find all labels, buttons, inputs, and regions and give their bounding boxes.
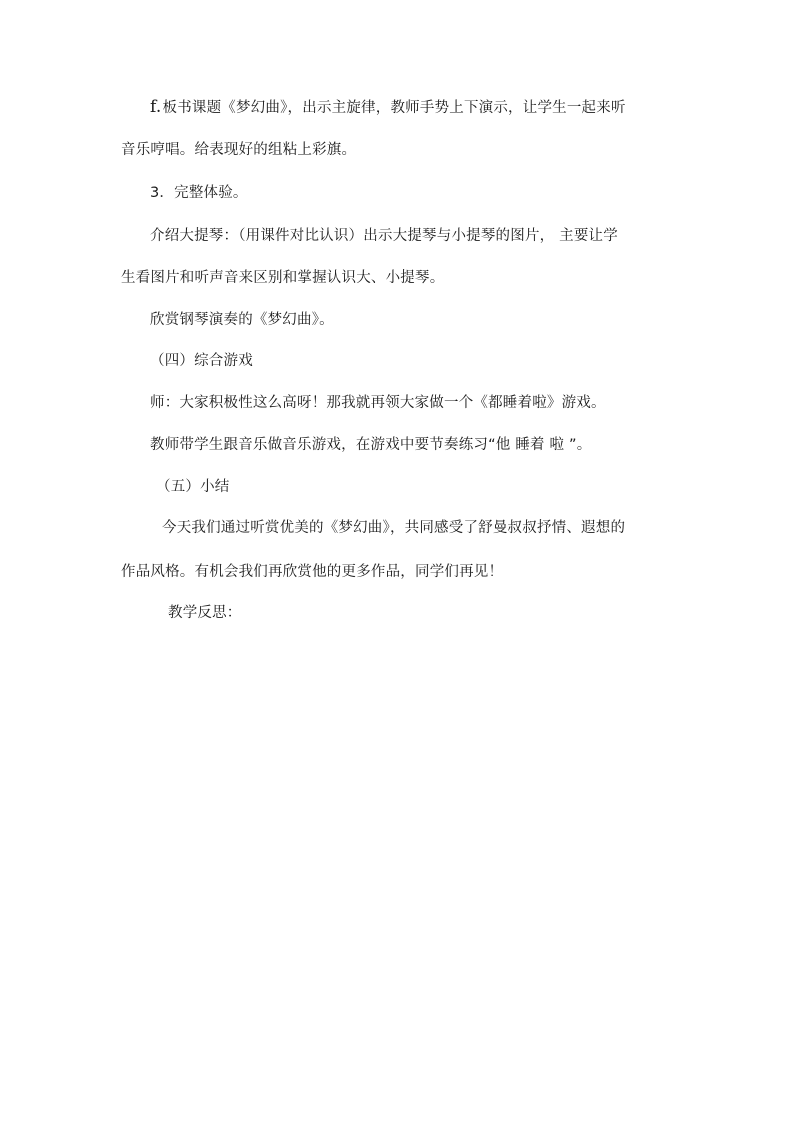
- paragraph-summary: 今天我们通过听赏优美的《梦幻曲》，共同感受了舒曼叔叔抒情、遐想的: [162, 520, 626, 536]
- paragraph-cello-intro: 介绍大提琴：（用课件对比认识）出示大提琴与小提琴的图片， 主要让学: [150, 228, 618, 244]
- paragraph-continuation: 音乐哼唱。给表现好的组粘上彩旗。: [121, 142, 357, 158]
- section-heading-summary: （五）小结: [156, 479, 230, 495]
- paragraph-continuation: 作品风格。有机会我们再欣赏他的更多作品，同学们再见！: [121, 564, 504, 580]
- list-marker: f.: [150, 97, 162, 117]
- paragraph-board-title: [150, 97, 626, 118]
- paragraph-piano: 欣赏钢琴演奏的《梦幻曲》。: [150, 312, 334, 328]
- teaching-reflection-label: 教学反思：: [168, 605, 242, 621]
- paragraph-teacher-speech: 师：大家积极性这么高呀！那我就再领大家做一个《都睡着啦》游戏。: [150, 395, 606, 411]
- section-heading-complete-experience: 3．完整体验。: [150, 185, 248, 201]
- paragraph-text: 板书课题《梦幻曲》，出示主旋律，教师手势上下演示，让学生一起来听: [162, 100, 626, 116]
- section-heading-game: （四）综合游戏: [150, 353, 253, 369]
- paragraph-music-game: 教师带学生跟音乐做音乐游戏，在游戏中要节奏练习“他 睡着 啦 ”。: [150, 437, 592, 453]
- paragraph-continuation: 生看图片和听声音来区别和掌握认识大、小提琴。: [121, 270, 445, 286]
